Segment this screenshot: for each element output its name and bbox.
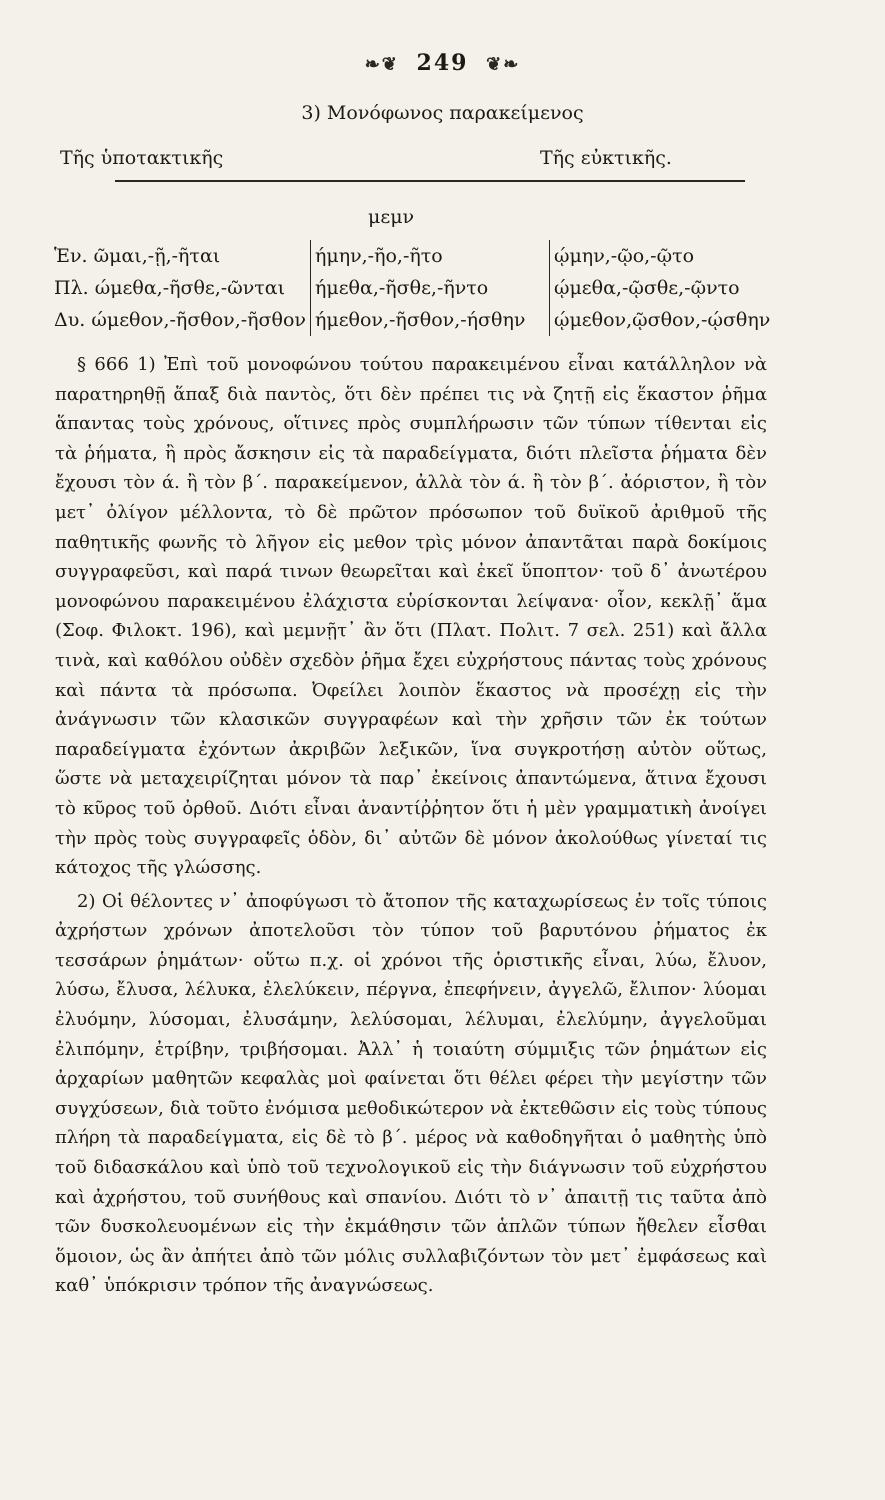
page-number: 249	[416, 50, 469, 76]
paradigm-cell: ήμεθα,-ῆσθε,-ῆντο	[310, 272, 549, 304]
paragraph-666-1: § 666 1) Ἐπὶ τοῦ μονοφώνου τούτου παρακειμένου εἶναι κατάλληλον νὰ παρατηρηθῇ ἅπαξ διὰ παντὸς, ὅτι δὲν πρέπει τις νὰ ζητῇ εἰς ἕκαστον ῥῆμα ἅπαντας τοὺς χρόνους, οἵτινες πρὸς συμπλήρωσιν τῶν τύπων τίθενται εἰς τὰ ῥήματα, ἢ πρὸς ἄσκησιν εἰς τὰ παραδείγματα, διότι πλεῖστα ῥήματα δὲν ἔχουσι τὸν ά. ἢ τὸν β΄. παρακείμενον, ἀλλὰ τὸν ά. ἢ τὸν β΄. ἀόριστον, ἢ τὸν μετ᾽ ὀλίγον μέλλοντα, τὸ δὲ πρῶτον πρόσωπον τοῦ δυϊκοῦ ἀριθμοῦ τῆς παθητικῆς φωνῆς τὸ λῆγον εἰς μεθον τρὶς μόνον ἀπαντᾶται παρὰ δοκίμοις συγγραφεῦσι, καὶ παρά τινων θεωρεῖται καὶ ἐκεῖ ὕποπτον· τοῦ δ᾽ ἀνωτέρου μονοφώνου παρακειμένου ἐλάχιστα εὑρίσκονται λείψανα· οἷον, κεκλῇ᾽ ἅμα (Σοφ. Φιλοκτ. 196), καὶ μεμνῇτ᾽ ἂν ὅτι (Πλατ. Πολιτ. 7 σελ. 251) καὶ ἄλλα τινὰ, καὶ καθόλου οὐδὲν σχεδὸν ῥῆμα ἔχει εὐχρήστους πάντας τοὺς χρόνους καὶ πάντα τὰ πρόσωπα. Ὀφείλει λοιπὸν ἕκαστος νὰ προσέχῃ εἰς τὴν ἀνάγνωσιν τῶν κλασικῶν συγγραφέων καὶ τὴν χρῆσιν τῶν ἐκ τούτων παραδείγματα ἐχόντων ἀκριβῶν λεξικῶν, ἵνα συγκροτήσῃ αὐτὸν οὕτως, ὥστε νὰ μεταχειρίζηται μόνον τὰ παρ᾽ ἐκείνοις ἀπαντώμενα, ἅτινα ἔχουσι τὸ κῦρος τοῦ ὀρθοῦ. Διότι εἶναι ἀναντίῤῥητον ὅτι ἡ μὲν γραμματικὴ ἀνοίγει τὴν πρὸς τοὺς συγγραφεῖς ὁδὸν, δι᾽ αὐτῶν δὲ μόνον ἀκολούθως γίνεταί τις κάτοχος τῆς γλώσσης.	[55, 354, 767, 879]
stem-label: μεμν	[368, 206, 415, 228]
paradigm-cell: ήμεθον,-ῆσθον,-ήσθην	[310, 304, 549, 336]
ending-text: ῶμαι,-ῇ,-ῆται	[93, 245, 221, 267]
ornament-left-icon: ❧❦	[364, 54, 399, 75]
number-label: Δυ.	[54, 309, 86, 331]
ending-text: ώμεθον,-ῆσθον,-ῆσθον	[91, 309, 306, 331]
paradigm-row-singular	[50, 240, 830, 272]
optative-heading: Τῆς εὐκτικῆς.	[540, 147, 672, 169]
divider-rule	[115, 180, 745, 182]
body-text	[55, 350, 767, 1301]
paradigm-cell: ῴμην,-ῷο,-ῷτο	[549, 240, 830, 272]
paradigm-table	[50, 240, 830, 336]
paradigm-cell: ῴμεθα,-ῷσθε,-ῷντο	[549, 272, 830, 304]
section-title: 3) Μονόφωνος παρακείμενος	[301, 102, 584, 124]
ornament-right-icon: ❦❧	[486, 54, 521, 75]
subjunctive-heading: Τῆς ὑποτακτικῆς	[60, 147, 224, 169]
ending-text: ώμεθα,-ῆσθε,-ῶνται	[94, 277, 286, 299]
paradigm-cell	[50, 272, 310, 304]
paradigm-cell	[50, 304, 310, 336]
paradigm-cell: ῴμεθον,ῷσθον,-ῴσθην	[549, 304, 830, 336]
paragraph-666-2: 2) Οἱ θέλοντες ν᾽ ἀποφύγωσι τὸ ἄτοπον τῆς καταχωρίσεως ἐν τοῖς τύποις ἀχρήστων χρόνων ἀποτελοῦσι τὸν τύπον τοῦ βαρυτόνου ῥήματος ἐκ τεσσάρων ῥημάτων· οὕτω π.χ. οἱ χρόνοι τῆς ὁριστικῆς εἶναι, λύω, ἔλυον, λύσω, ἔλυσα, λέλυκα, ἐλελύκειν, πέργνα, ἐπεφήνειν, ἀγγελῶ, ἔλιπον· λύομαι ἐλυόμην, λύσομαι, ἐλυσάμην, λελύσομαι, λέλυμαι, ἐλελύμην, ἀγγελοῦμαι ἐλιπόμην, ἐτρίβην, τριβήσομαι. Ἀλλ᾽ ἡ τοιαύτη σύμμιξις τῶν ῥημάτων εἰς ἀρχαρίων μαθητῶν κεφαλὰς μοὶ φαίνεται ὅτι θέλει φέρει τὴν μεγίστην τῶν συγχύσεων, διὰ τοῦτο ἐνόμισα μεθοδικώτερον νὰ ἐκτεθῶσιν εἰς τοὺς τύπους πλήρη τὰ παραδείγματα, εἰς δὲ τὸ β΄. μέρος νὰ καθοδηγῆται ὁ μαθητὴς ὑπὸ τοῦ διδασκάλου καὶ ὑπὸ τοῦ τεχνολογικοῦ εἰς τὴν διάγνωσιν τοῦ εὐχρήστου καὶ ἀχρήστου, τοῦ συνήθους καὶ σπανίου. Διότι τὸ ν᾽ ἀπαιτῇ τις ταῦτα ἀπὸ τῶν δυσκολευομένων εἰς τὴν ἐκμάθησιν τῶν ἁπλῶν τύπων ἤθελεν εἶσθαι ὅμοιον, ὡς ἂν ἀπήτει ἀπὸ τῶν μόλις συλλαβιζόντων τὸν μετ᾽ ἐμφάσεως καὶ καθ᾽ ὑπόκρισιν τρόπον τῆς ἀναγνώσεως.	[55, 890, 767, 1297]
paradigm-cell	[50, 240, 310, 272]
number-label: Ἑν.	[54, 245, 88, 267]
paradigm-cell: ήμην,-ῆο,-ῆτο	[310, 240, 549, 272]
page-header	[0, 50, 885, 76]
number-label: Πλ.	[54, 277, 89, 299]
paradigm-row-plural	[50, 272, 830, 304]
paradigm-row-dual	[50, 304, 830, 336]
